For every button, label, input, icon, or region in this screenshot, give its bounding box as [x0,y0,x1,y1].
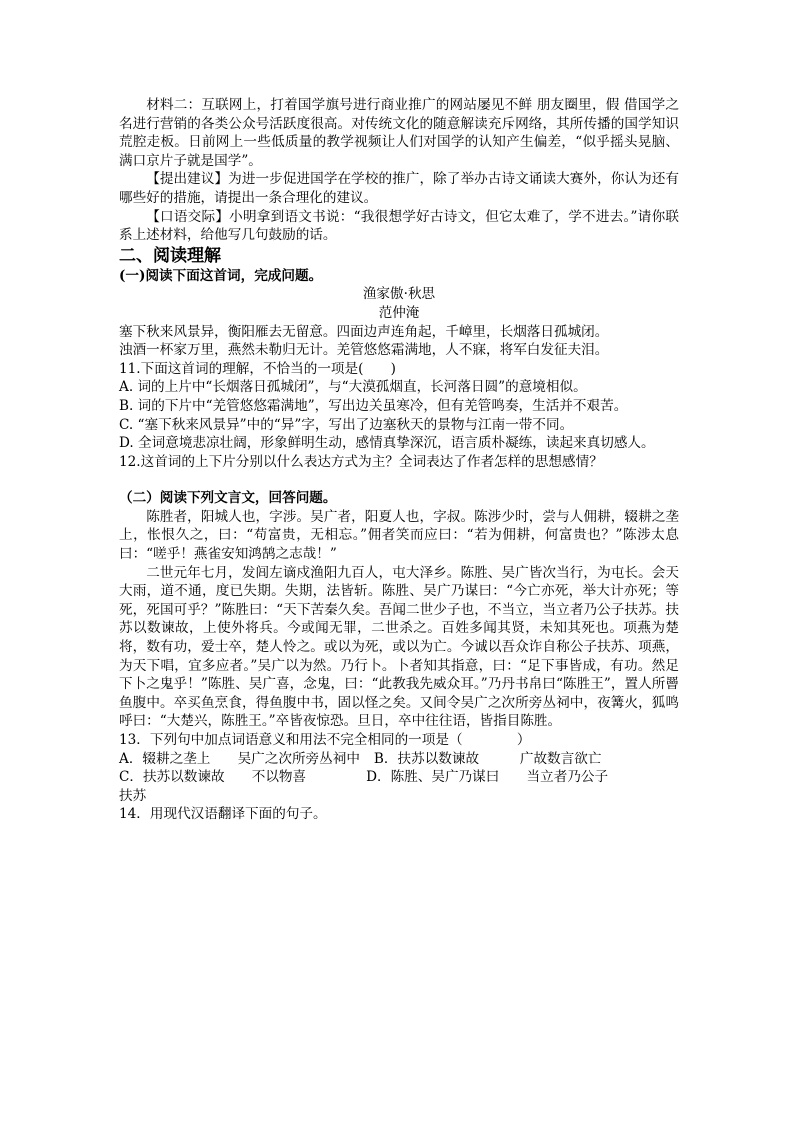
classical-text-paragraph: 二世元年七月，发闾左谪戍渔阳九百人，屯大泽乡。陈胜、吴广皆次当行，为屯长。会天大雨，道不通，度已失期。失期，法皆斩。陈胜、吴广乃谋曰：“今亡亦死，举大计亦死；等死，死国可乎？”陈胜曰：“天下苦秦久矣。吾闻二世少子也，不当立，当立者乃公子扶苏。扶苏以数谏故，上使外将兵。今或闻无罪，二世杀之。百姓多闻其贤，未知其死也。项燕为楚将，数有功，爱士卒，楚人怜之。或以为死，或以为亡。今诚以吾众诈自称公子扶苏、项燕，为天下唱，宜多应者。”吴广以为然。乃行卜。卜者知其指意，曰：“足下事皆成，有功。然足下卜之鬼乎！”陈胜、吴广喜，念鬼，曰：“此教我先威众耳。”乃丹书帛曰“陈胜王”，置人所罾鱼腹中。卒买鱼烹食，得鱼腹中书，固以怪之矣。又间令吴广之次所旁丛祠中，夜篝火，狐鸣呼曰：“大楚兴，陈胜王。”卒皆夜惊恐。旦日，卒中往往语，皆指目陈胜。 [119,564,679,730]
material-two-paragraph: 材料二：互联网上，打着国学旗号进行商业推广的网站屡见不鲜 朋友圈里，假 借国学之名进行营销的各类公众号活跃度很高。对传统文化的随意解读充斥网络，其所传播的国学知识荒腔走板。日前网上一些低质量的教学视频让人们对国学的认知产生偏差，“似乎摇头晃脑、满口京片子就是国学”。 [119,97,679,169]
question-11-option-c: C. “塞下秋来风景异”中的“异”字，写出了边塞秋天的景物与江南一带不同。 [119,416,574,433]
question-13-options-row [119,768,679,787]
part-one-title: (一)阅读下面这首词，完成问题。 [119,267,323,284]
question-13: 13．下列句中加点词语意义和用法不完全相同的一项是（ ） [119,732,531,748]
question-13-option-c: C．扶苏以数谏故 不以物喜 [119,769,307,786]
part-two-title: （二）阅读下列文言文，回答问题。 [119,490,337,507]
exam-page [119,96,679,824]
classical-text-paragraph: 陈胜者，阳城人也，字涉。吴广者，阳夏人也，字叔。陈涉少时，尝与人佣耕，辍耕之垄上，怅恨久之，曰：“苟富贵，无相忘。”佣者笑而应曰：“若为佣耕，何富贵也？”陈涉太息曰：“嗟乎！燕雀安知鸿鹄之志哉！” [119,508,679,563]
spacer [119,471,679,489]
oral-communication-prompt: 【口语交际】小明拿到语文书说：“我很想学好古诗文，但它太难了，学不进去。”请你联系上述材料，给他写几句鼓励的话。 [119,208,679,244]
question-13-option-d: D．陈胜、吴广乃谋曰 当立者乃公子 [366,769,609,786]
poem-author: 范仲淹 [378,304,420,321]
question-14: 14．用现代汉语翻译下面的句子。 [119,806,327,823]
poem-line: 塞下秋来风景异，衡阳雁去无留意。四面边声连角起，千嶂里，长烟落日孤城闭。 [119,323,609,340]
suggestion-prompt: 【提出建议】为进一步促进国学在学校的推广，除了举办古诗文诵读大赛外，你认为还有哪些好的措施，请提出一条合理化的建议。 [119,171,679,206]
question-13-options-row [119,750,679,769]
question-11-option-a: A. 词的上片中“长烟落日孤城闭”，与“大漠孤烟直，长河落日圆”的意境相似。 [119,379,587,396]
poem-line: 浊酒一杯家万里，燕然未勒归无计。羌管悠悠霜满地，人不寐，将军白发征夫泪。 [119,342,609,359]
question-11-option-b: B. 词的下片中“羌管悠悠霜满地”，写出边关虽寒冷，但有羌管鸣奏，生活并不艰苦。 [119,397,628,414]
poem-title: 渔家傲·秋思 [362,286,436,303]
question-11-option-d: D. 全词意境悲凉壮阔，形象鲜明生动，感情真挚深沉，语言质朴凝练，读起来真切感人。 [119,435,655,452]
question-12: 12.这首词的上下片分别以什么表达方式为主？全词表达了作者怎样的思想感情？ [119,453,603,470]
question-13-option-b: B．扶苏以数谏故 广故数言欲亡 [373,750,602,767]
question-13-option-a: A．辍耕之垄上 吴广之次所旁丛祠中 [119,750,360,767]
question-11: 11.下面这首词的理解，不恰当的一项是( ) [119,360,396,377]
question-13-option-d-continuation: 扶苏 [119,787,147,804]
section-heading-reading: 二、阅读理解 [119,245,221,266]
